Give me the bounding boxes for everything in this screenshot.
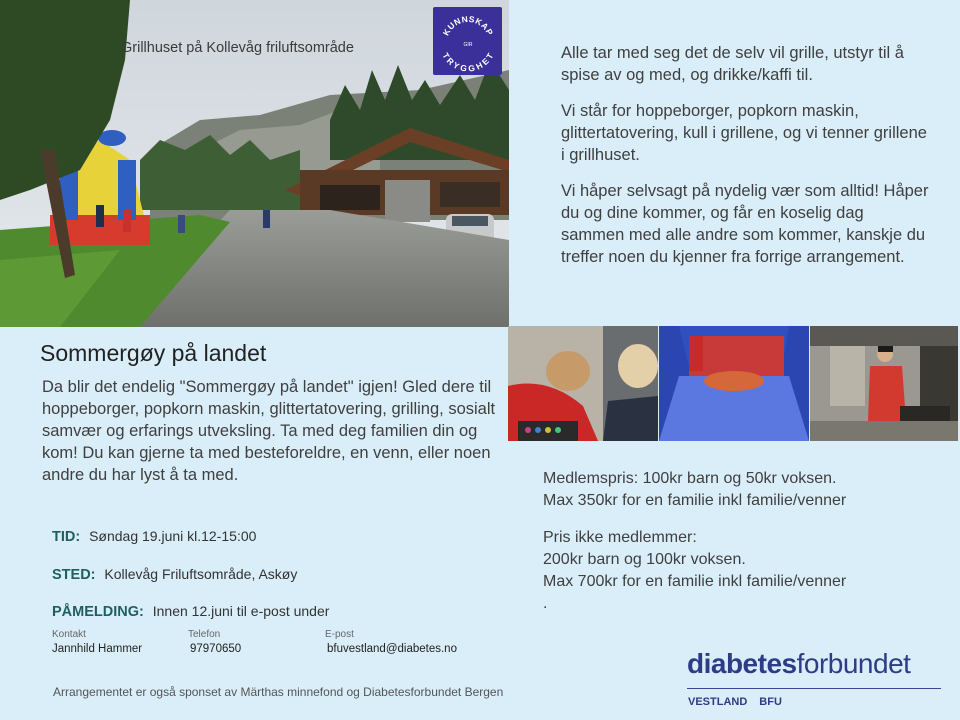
member-price-line: Medlemspris: 100kr barn og 50kr voksen.	[543, 470, 837, 487]
registration-label: PÅMELDING:	[52, 604, 144, 620]
svg-text:GIR: GIR	[463, 42, 473, 48]
event-description: Da blir det endelig "Sommergøy på landet" igjen! Gled dere til hoppeborger, popkorn maskin, glittertatovering, grilling, sosialt samvær og erfarings utveksling. Ta med deg familien din og kom! Du kan gjerne ta med besteforeldre, en venn, eller noen andre du har lyst å ta med.	[42, 378, 496, 484]
phone-label: Telefon	[188, 629, 221, 640]
diabetesforbundet-logo	[687, 648, 910, 680]
email-label: E-post	[325, 629, 354, 640]
time-value: Søndag 19.juni kl.12-15:00	[89, 528, 257, 544]
info-paragraph-provided: Vi står for hoppeborger, popkorn maskin, glittertatovering, kull i grillene, og vi tenner grillene i grillhuset.	[561, 102, 927, 164]
info-paragraph-weather: Vi håper selvsagt på nydelig vær som alltid! Håper du og dine kommer, og får en koselig dag sammen med alle andre som kommer, kanskje du treffer noen du kjenner fra forrige arrangement.	[561, 182, 929, 266]
brand-unit: BFU	[759, 696, 782, 708]
info-paragraph-bring: Alle tar med seg det de selv vil grille, utstyr til å spise av og med, og drikke/kaffi til.	[561, 44, 904, 84]
brand-region: VESTLAND	[688, 696, 748, 708]
brand-name-light: forbundet	[796, 648, 911, 679]
email-value: bfuvestland@diabetes.no	[327, 643, 457, 655]
event-registration-row	[52, 603, 329, 620]
photo-caption: Grillhuset på Kollevåg friluftsområde	[121, 40, 354, 56]
registration-value: Innen 12.juni til e-post under	[152, 603, 330, 619]
event-title: Sommergøy på landet	[40, 340, 267, 366]
nonmember-price-line: 200kr barn og 100kr voksen.	[543, 551, 746, 568]
member-max-line: Max 350kr for en familie inkl familie/venner	[543, 492, 847, 509]
nonmember-pricing	[543, 527, 846, 615]
nonmember-heading: Pris ikke medlemmer:	[543, 529, 697, 546]
nonmember-trailing-dot: .	[543, 595, 548, 612]
grilling-photo	[810, 326, 958, 441]
brand-name-bold: diabetes	[687, 648, 797, 679]
svg-text:KUNNSKAP: KUNNSKAP	[440, 13, 496, 38]
phone-value: 97970650	[190, 643, 242, 655]
nonmember-max-line: Max 700kr for en familie inkl familie/venner	[543, 573, 847, 590]
contact-label: Kontakt	[52, 629, 86, 640]
kunnskap-gir-trygghet-logo	[433, 7, 502, 75]
sponsor-note: Arrangementet er også sponset av Märthas minnefond og Diabetesforbundet Bergen	[53, 685, 504, 699]
location-value: Kollevåg Friluftsområde, Askøy	[104, 566, 298, 582]
event-time-row	[52, 528, 256, 545]
location-label: STED:	[52, 567, 96, 583]
time-label: TID:	[52, 529, 81, 545]
member-pricing	[543, 468, 846, 512]
activity-photo-gallery	[508, 326, 958, 441]
glitter-tattoo-photo	[508, 326, 658, 441]
svg-text:TRYGGHET: TRYGGHET	[440, 50, 496, 74]
bouncy-castle-photo	[659, 326, 809, 441]
brand-divider	[687, 688, 941, 689]
contact-name: Jannhild Hammer	[52, 643, 143, 655]
event-location-row	[52, 566, 297, 583]
brand-subtitle	[688, 696, 794, 708]
